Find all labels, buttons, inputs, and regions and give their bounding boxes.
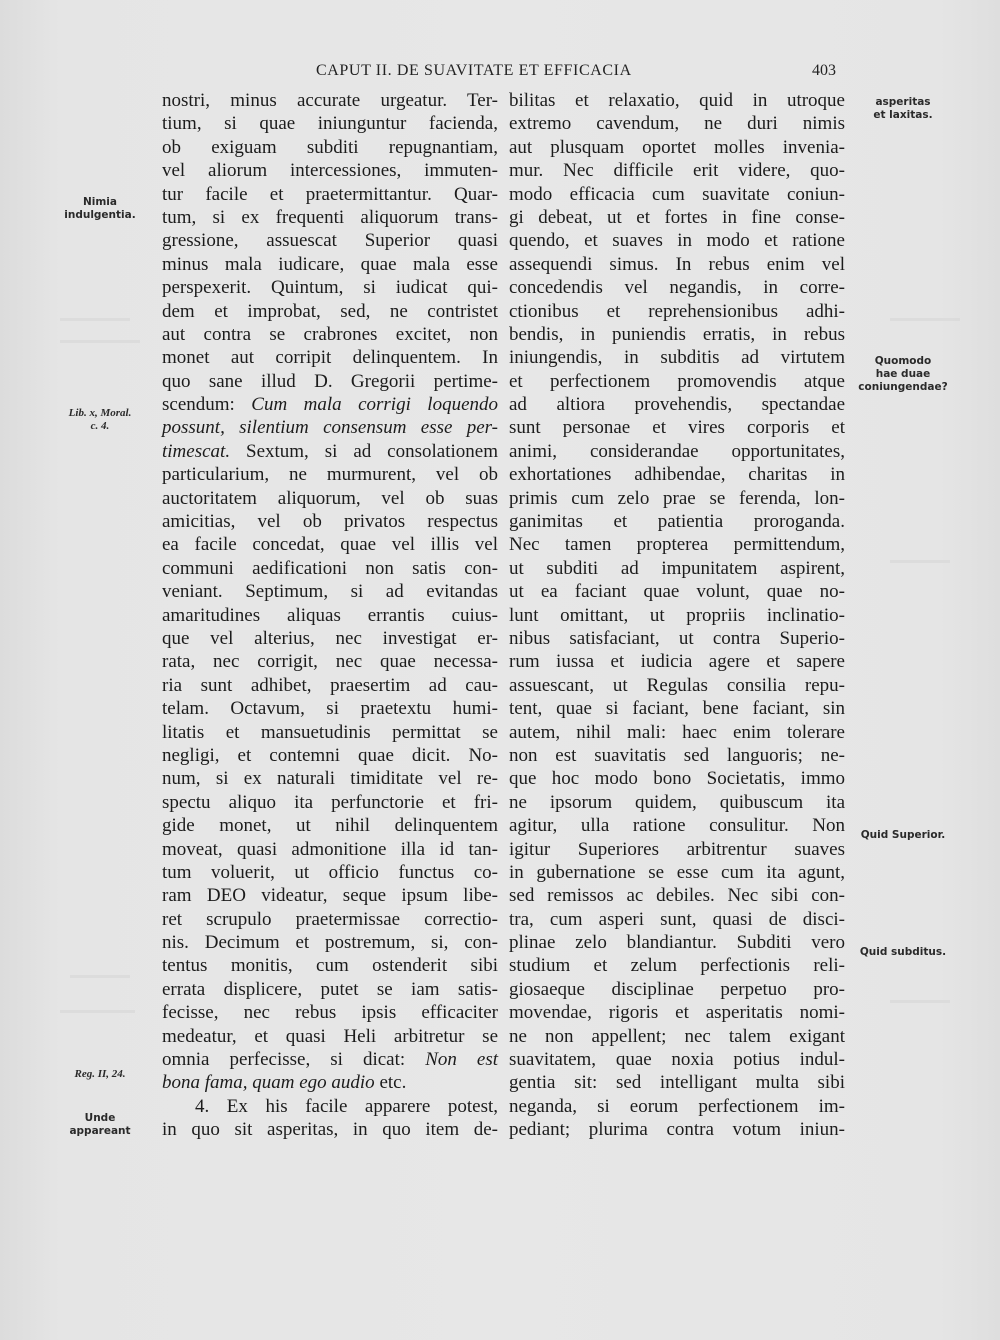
text-line: pediant; plurima contra votum iniun- [509, 1119, 845, 1141]
show-through-mark [60, 1010, 135, 1013]
show-through-mark [60, 318, 130, 321]
text-line: ctionibus et reprehensionibus adhi- [509, 300, 845, 322]
text-line: tum, si ex frequenti aliquorum trans- [162, 206, 498, 228]
text-line: ea facile concedat, quae vel illis vel [162, 534, 498, 556]
text-line: et perfectionem promovendis atque [509, 370, 845, 392]
text-line-with-quote [162, 1048, 498, 1071]
margin-note-line: hae duae [875, 368, 931, 380]
text-line: iniungendis, in subditis ad virtutem [509, 347, 845, 369]
text-line: moveat, quasi admonitione illa id tan- [162, 838, 498, 860]
margin-note-line: Lib. x, Moral. [68, 407, 132, 419]
margin-note-line: coniungendae? [858, 381, 948, 393]
margin-note-line: Quomodo [874, 355, 932, 367]
margin-note-line: Quid Superior. [860, 829, 946, 841]
text-line: ut ea faciant quae volunt, quae no- [509, 581, 845, 603]
text-line: nibus satisfaciant, ut contra Superio- [509, 627, 845, 649]
margin-note-asperitas [838, 96, 968, 122]
text-line: ganimitas et patientia proroganda. [509, 511, 845, 533]
text-line: amicitias, vel ob privatos respectus [162, 511, 498, 533]
text-line: primis cum zelo prae se ferenda, lon- [509, 487, 845, 509]
text-line: minus mala iudicare, quae mala esse [162, 253, 498, 275]
text-line: bendis, in puniendis erratis, in rebus [509, 323, 845, 345]
text-line: non est suavitatis sed languoris; ne- [509, 744, 845, 766]
text-line: que hoc modo bono Societatis, immo [509, 768, 845, 790]
text-line: agitur, ulla ratione consulitur. Non [509, 815, 845, 837]
margin-note-quid-superior [838, 829, 968, 842]
text-line: que vel alterius, nec investigat er- [162, 627, 498, 649]
text-line: quendo, et suaves in modo et ratione [509, 230, 845, 252]
margin-note-line: Quid subditus. [859, 946, 947, 958]
text-line: communi aedificationi non satis con- [162, 557, 498, 579]
text-line: in gubernatione se esse cum ita agunt, [509, 861, 845, 883]
text-line: gi debeat, ut et fortes in fine conse- [509, 206, 845, 228]
show-through-mark [70, 975, 130, 978]
text-line: gressione, assuescat Superior quasi [162, 230, 498, 252]
margin-note-line: c. 4. [90, 420, 110, 432]
show-through-mark [890, 1000, 950, 1003]
show-through-mark [890, 318, 960, 321]
text-line: suavitatem, quae noxia potius indul- [509, 1049, 845, 1071]
text-line: ria sunt adhibet, praesertim ad cau- [162, 674, 498, 696]
text-line: vel aliorum intercessiones, immuten- [162, 160, 498, 182]
paragraph-start-line: 4. Ex his facile apparere potest, [195, 1095, 498, 1117]
text-line: tra, cum asperi sunt, quasi de disci- [509, 908, 845, 930]
margin-note-quomodo [838, 355, 968, 394]
text-line: mur. Nec difficile erit videre, quo- [509, 160, 845, 182]
margin-note-line: Nimia [82, 196, 117, 208]
text-line: rata, nec corrigit, nec quae necessa- [162, 651, 498, 673]
text-line: concedendis vel negandis, in corre- [509, 277, 845, 299]
text-line: nis. Decimum et postremum, si, con- [162, 932, 498, 954]
text-line: tum voluerit, ut officio functus co- [162, 861, 498, 883]
text-line: neganda, si eorum perfectionem im- [509, 1095, 845, 1117]
text-line: num, si ex naturali timiditate vel re- [162, 768, 498, 790]
text-line: exhortationes adhibendae, charitas in [509, 464, 845, 486]
text-line: veniant. Septimum, si ad evitandas [162, 581, 498, 603]
text-line: medeatur, et quasi Heli arbitretur se [162, 1025, 498, 1047]
text-line: errata displicere, putet se iam satis- [162, 978, 498, 1000]
text-line: tium, si quae iniunguntur facienda, [162, 113, 498, 135]
margin-note-line: Unde [84, 1112, 116, 1124]
running-head: CAPUT II. DE SUAVITATE ET EFFICACIA [316, 62, 632, 79]
margin-note-gregory-ref [40, 407, 160, 433]
margin-note-line: indulgentia. [64, 209, 136, 221]
text-line: Nec tamen propterea permittendum, [509, 534, 845, 556]
text-line: ad altiora provehendis, spectandae [509, 394, 845, 416]
text-line: ob exiguam subditi repugnantiam, [162, 136, 498, 158]
text-line: sunt personae et vires corporis et [509, 417, 845, 439]
text-line: assequendi simus. In rebus enim vel [509, 253, 845, 275]
text-line: ne non appellent; nec talem exigant [509, 1025, 845, 1047]
quotation-italic: Cum mala corrigi loquendo [251, 394, 499, 416]
margin-note-nimia [40, 196, 160, 222]
text-line: fecisse, nec rebus ipsis efficaciter [162, 1002, 498, 1024]
text-line: lunt omittant, ut propriis inclinatio- [509, 604, 845, 626]
text-line: bilitas et relaxatio, quid in utroque [509, 90, 845, 111]
margin-note-line: asperitas [875, 96, 931, 108]
text-line: dem et improbat, sed, ne contristet [162, 300, 498, 322]
text-line: nostri, minus accurate urgeatur. Ter- [162, 90, 498, 111]
text-line: ut subditi ad impunitatem aspirent, [509, 557, 845, 579]
page-number: 403 [812, 62, 836, 79]
text-line: in quo sit asperitas, in quo item de- [162, 1119, 498, 1141]
text-line: aut plusquam oportet molles invenia- [509, 136, 845, 158]
text-line: extremo cavendum, ne duri nimis [509, 113, 845, 135]
text-line: tur facile et praetermittantur. Quar- [162, 183, 498, 205]
margin-note-quid-subditus [838, 946, 968, 959]
left-text-column [162, 89, 498, 1142]
text-line: tentus monitis, cum ostenderit sibi [162, 955, 498, 977]
text-segment: omnia perfecisse, si dicat: [162, 1049, 406, 1071]
text-line: ne ipsorum quidem, quibuscum ita [509, 791, 845, 813]
text-line: rum iussa et iudicia agere et sapere [509, 651, 845, 673]
text-line: gentia sit: sed intelligant multa sibi [509, 1072, 845, 1094]
margin-note-unde [40, 1112, 160, 1138]
text-line: tent, quae si faciant, bene faciant, sin [509, 698, 845, 720]
text-segment: Sextum, si ad consolationem [246, 440, 498, 462]
text-line: movendae, rigoris et asperitatis nomi- [509, 1002, 845, 1024]
margin-note-line: appareant [69, 1125, 131, 1137]
text-line: litatis et mansuetudinis permittat se [162, 721, 498, 743]
show-through-mark [60, 340, 140, 343]
text-line: igitur Superiores arbitrentur suaves [509, 838, 845, 860]
quotation-italic: timescat. [162, 440, 231, 462]
text-line: spectu aliquo ita perfunctorie et fri- [162, 791, 498, 813]
text-line: telam. Octavum, si praetextu humi- [162, 698, 498, 720]
text-line-quote [162, 416, 498, 439]
text-line: animi, considerandae opportunitates, [509, 440, 845, 462]
text-line: ram DEO videatur, seque ipsum libe- [162, 885, 498, 907]
quotation-italic: possunt, silentium consensum esse per- [162, 417, 498, 439]
text-line: aut contra se crabrones excitet, non [162, 323, 498, 345]
text-line: assuescant, ut Regulas consilia repu- [509, 674, 845, 696]
margin-note-line: et laxitas. [873, 109, 933, 121]
text-segment: etc. [379, 1072, 407, 1094]
show-through-mark [890, 560, 950, 563]
margin-note-reg-ref [40, 1068, 160, 1081]
text-line: quo sane illud D. Gregorii pertime- [162, 370, 498, 392]
text-line: sed remissos ac debiles. Nec sibi con- [509, 885, 845, 907]
text-line: particularium, ne murmurent, vel ob [162, 464, 498, 486]
text-line: plinae zelo blandiantur. Subditi vero [509, 932, 845, 954]
right-text-column [509, 89, 845, 1142]
text-line-with-quote [162, 1071, 498, 1094]
margin-note-line: Reg. II, 24. [74, 1068, 126, 1080]
text-line: perspexerit. Quintum, si iudicat qui- [162, 277, 498, 299]
text-segment: scendum: [162, 394, 235, 416]
text-line: negligi, et contemni quae dicit. No- [162, 744, 498, 766]
text-line: studium et zelum perfectionis reli- [509, 955, 845, 977]
text-line-with-quote [162, 393, 498, 416]
text-line: monet aut corripit delinquentem. In [162, 347, 498, 369]
quotation-italic: bona fama, quam ego audio [162, 1072, 375, 1094]
text-line: giosaeque disciplinae perpetuo pro- [509, 978, 845, 1000]
text-line: ret scrupulo praetermissae correctio- [162, 908, 498, 930]
text-line: modo efficacia cum suavitate coniun- [509, 183, 845, 205]
quotation-italic: Non est [425, 1049, 498, 1071]
text-line: auctoritatem aliquorum, vel ob suas [162, 487, 498, 509]
text-line-with-quote [162, 440, 498, 463]
text-line: autem, nihil mali: haec enim tolerare [509, 721, 845, 743]
text-line: gide monet, ut nihil delinquentem [162, 815, 498, 837]
text-line: amaritudines aliquas errantis cuius- [162, 604, 498, 626]
